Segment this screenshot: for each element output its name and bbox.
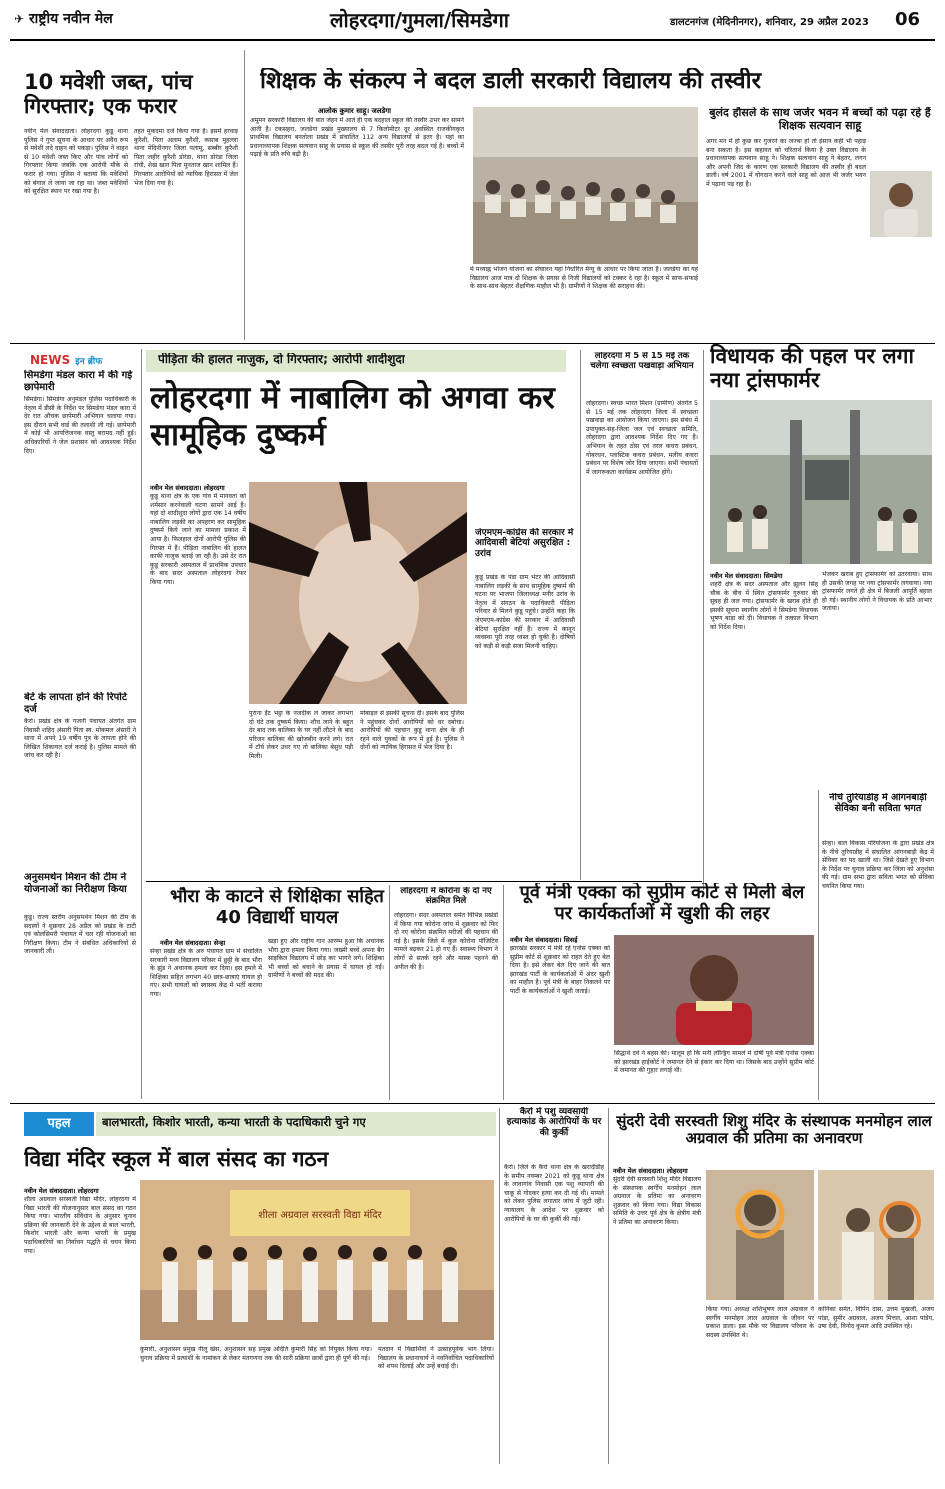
rape-case-kicker: पीड़िता की हालत नाजुक, दो गिरफ्तार; आरोपी शादीशुदा bbox=[158, 353, 405, 366]
divider bbox=[141, 349, 142, 1099]
rape-case-kicker-banner bbox=[146, 350, 566, 372]
statue-unveiling-photo-1 bbox=[706, 1170, 814, 1300]
divider bbox=[608, 1108, 609, 1464]
mla-headline: विधायक की पहल पर लगा नया ट्रांसफार्मर bbox=[710, 344, 914, 393]
corona-headline: लोहरदगा में कोरोना के दो नए संक्रमित मिले bbox=[400, 887, 492, 906]
ekka-body-2: सिद्धार्थ दवे ने बहस की। मालूम हो कि मनी लॉन्ड्रिंग मामले में दोषी पूर्व मंत्री एनोस एक्का को झारखंड हाईकोर्ट ने जमानत देने से इंकार कर दिया था। जिसके बाद उन्होंने सुप्रीम कोर्ट में जमानत की गुहार लगाई थी। bbox=[614, 1050, 814, 1075]
corona-body: लोहरदगा। सदर अस्पताल समेत विभिन्न प्रखंडों में किया गया कोरोना जांच में शुक्रवार को फिर दो नए कोरोना संक्रमित मरीजों की पहचान की गई है। इसके जिले में कुल कोरोना पॉजिटिव मामले बढ़कर 21 हो गए हैं। स्वास्थ्य विभाग ने लोगों से सतर्क रहने और मास्क पहनने की अपील की है। bbox=[394, 912, 498, 971]
rape-case-body-2: पुराना ईंट भट्ठा के नजदीक ले जाकर लगभग दो घंटे तक दुष्कर्म किया। शौच जाने के बहुत देर बाद तक बालिका के घर नहीं लौटने के बाद परिजन बालिका की खोजबीन करने लगे। रात में टॉर्च लेकर उधर गए तो बालिका बेसुध पड़ी मिली। bbox=[249, 710, 353, 760]
masthead-rule bbox=[10, 39, 935, 41]
brief-label: इन ब्रीफ bbox=[75, 357, 103, 367]
divider bbox=[703, 350, 704, 890]
section-rule bbox=[146, 881, 702, 882]
transformer-photo bbox=[710, 400, 932, 564]
bite-body-1: सेन्हा प्रखंड क्षेत्र के अरु पंचायत ग्राम में संचालित सरकारी मध्य विद्यालय परिसर में छुट्टी के बाद भौरा के झुंड ने अचानक हमला कर दिया। इस हमले में शिक्षिका सहित लगभग 40 छात्र-छात्राएं घायल हो गए। सभी घायलों को स्वास्थ्य केंद्र में भर्ती कराया गया। bbox=[150, 948, 262, 998]
section-title: लोहरदगा/गुमला/सिमडेगा bbox=[330, 8, 509, 32]
masthead bbox=[0, 0, 945, 40]
crime-illustration-photo bbox=[249, 482, 467, 704]
ekka-body-1: झारखंड सरकार में मंत्री रहे एनोस एक्का को सुप्रीम कोर्ट से शुक्रवार को राहत देते हुए बेल दिया है। इसे लेकर बेल दिए जाने की बात झारखंड पार्टी के कार्यकर्ताओं में अंदर खुशी का माहौल है। पूर्व मंत्री के बाहर निकलने पर पार्टी के कार्यकर्ताओं ने खुशी जताई। bbox=[510, 945, 610, 995]
bird-icon: ✈ bbox=[14, 12, 25, 26]
bite-body-2: खड़ा हुए और राष्ट्रीय गान आरम्भ हुआ कि अचानक भौरा द्वारा हमला किया गया। जख्मी बच्चे अपना बैग साइकिल विद्यालय में छोड़ कर भागने लगे। शिक्षिका भी बच्चों को बचाने के प्रयास में घायल हो गईं। ग्रामीणों ने बच्चों की मदद की। bbox=[268, 938, 384, 980]
school-headline: शिक्षक के संकल्प ने बदल डाली सरकारी विद्यालय की तस्वीर bbox=[260, 68, 762, 94]
divider bbox=[499, 1108, 500, 1464]
students-eating-photo bbox=[473, 107, 698, 264]
mla-body-1: शहरी क्षेत्र के सदर अस्पताल और झूलन सिंह चौक के बीच में स्थित ट्रांसफार्मर गुरुवार की सुबह ही जल गया। ट्रांसफार्मर के खराब होते ही इसकी सूचना स्थानीय लोगों ने सिमडेगा विधायक भूषण बाड़ा को दी। विधायक ने तत्काल विभाग को निर्देश दिया। bbox=[710, 581, 818, 631]
bite-headline: भौरा के काटने से शिक्षिका सहित 40 विद्यार्थी घायल bbox=[170, 887, 384, 928]
divider bbox=[818, 790, 819, 1100]
sundari-byline: नवीन मेल संवाददाता। लोहरदगा bbox=[613, 1167, 688, 1175]
brief-3-body: कुडू। राज्य स्तरीय अनुसमर्थन मिशन की टीम के सदस्यों ने शुक्रवार 28 अप्रैल को प्रखंड के टाटी एवं कोलसिमरी पंचायत में चल रही योजनाओं का निरीक्षण किया। टीम ने संबंधित अधिकारियों से जानकारी ली। bbox=[24, 914, 136, 956]
school-byline: आलोक कुमार साहू। जलडेगा bbox=[318, 107, 391, 115]
pahal-badge: पहल bbox=[24, 1112, 94, 1136]
jmm-headline: जेएमएम-कांग्रेस की सरकार में आदिवासी बेटियां असुरक्षित : उरांव bbox=[475, 528, 574, 559]
anganwadi-body: सेन्हा। बाल विकास परियोजना के द्वारा प्रखंड क्षेत्र के नीचे तुरियाडीह में संचालित आंगनबाड़ी केंद्र में सेविका का पद खाली था। जिसे देखते हुए विभाग के निर्देश पर चुनाव प्रक्रिया कर जिला को अनुशंसा की गई। ग्राम सभा द्वारा सविता भगत को सेविका चयनित किया गया। bbox=[822, 840, 934, 890]
ekka-byline: नवीन मेल संवाददाता। सिसई bbox=[510, 936, 578, 944]
divider bbox=[244, 50, 245, 340]
anganwadi-headline: नीचे तुरियाडीह में आंगनबाड़ी सेविका बनी सविता भगत bbox=[829, 793, 927, 814]
sundari-body-3: कोनिका समेत, विपिन दास, उत्तम मुखर्जी, अजय पांडा, सुमीर अग्रवाल, अजय मित्तल, आशा पांडेय, उषा देवी, विनोद कुमार आदि उपस्थित रहे। bbox=[818, 1306, 934, 1331]
school-body-continued: में मध्याह्न भोजन योजना का संचालन यहां निर्धारित मेन्यू के आधार पर किया जाता है। जलडेगा का यह विद्यालय आज मात्र दो शिक्षक के प्रयास से निजी विद्यालयों को टक्कर दे रहा है। स्कूल में साफ-सफाई के साथ-साथ बेहतर शैक्षणिक माहौल भी है। ग्रामीणों ने शिक्षक की सराहना की। bbox=[470, 266, 698, 291]
kurki-headline: कैरो में पशु व्यवसायी हत्याकांड के आरोपियों के घर की कुर्की bbox=[506, 1107, 602, 1138]
mla-body-2: भेजकर खराब हुए ट्रांसफार्मर को उतरवाया। साथ ही उसकी जगह पर नया ट्रांसफार्मर लगवाया। नया ट्रांसफार्मर लगते ही क्षेत्र में बिजली आपूर्ति बहाल हो गई। स्थानीय लोगों ने विधायक के प्रति आभार जताया। bbox=[822, 571, 932, 613]
bal-sansad-byline: नवीन मेल संवाददाता। लोहरदगा bbox=[24, 1187, 99, 1195]
divider bbox=[580, 350, 581, 880]
bal-sansad-kicker: बालभारती, किशोर भारती, कन्या भारती के पदाधिकारी चुने गए bbox=[102, 1116, 366, 1129]
bal-sansad-body-2: कुमारी, अनुशासन प्रमुख नीलू खेस, अनुशासन सह प्रमुख अदिति कुमारी सिंह को नियुक्त किया गया। चुनाव प्रक्रिया में प्रत्याशी के नामांकन से लेकर मतगणना तक की सारी प्रक्रिया छात्रों द्वारा ही पूर्ण की गई। bbox=[140, 1346, 372, 1362]
kurki-body: कैरो। जिले के कैरो थाना क्षेत्र के खरादीडीह के समीप नवम्बर 2021 को कुडू थाना क्षेत्र के लावागांव निवासी एक पशु व्यापारी की चाकू से गोदकर हत्या कर दी गई थी। मामले को लेकर पुलिस लगातार जांच में जुटी रही। न्यायालय के आदेश पर शुक्रवार को आरोपियों के घर की कुर्की की गई। bbox=[504, 1164, 604, 1223]
teacher-headline: बुलंद हौसले के साथ जर्जर भवन में बच्चों को पढ़ा रहे हैं शिक्षक सत्यवान साहू bbox=[709, 107, 931, 132]
brief-2-body: कैरो। प्रखंड क्षेत्र के गजनी पंचायत अंतर्गत ग्राम निवासी शहिद अंसारी पिता स्व. मोकमल अंसारी ने थाना में अपने 19 वर्षीय पुत्र के लापता होने की लिखित शिकायत दर्ज कराई है। पुलिस मामले की जांच कर रही है। bbox=[24, 718, 136, 760]
page-number: 06 bbox=[895, 9, 921, 30]
news-label: NEWS bbox=[30, 353, 71, 367]
bite-byline: नवीन मेल संवाददाता। सेन्हा bbox=[160, 939, 226, 947]
swachhata-body: लोहरदगा। स्वच्छ भारत मिशन (ग्रामीण) अंतर्गत 5 से 15 मई तक लोहरदगा जिला में स्वच्छता पखवाड़ा का आयोजन किया जाएगा। इस संबंध में उपायुक्त-सह-जिला जल एवं स्वच्छता समिति, लोहरदगा द्वारा आवश्यक निर्देश दिए गए हैं। अभियान के तहत ठोस एवं तरल कचरा प्रबंधन, गोबरधन, प्लास्टिक कचरा प्रबंधन, मलीय कचरा प्रबंधन पर विशेष जोर दिया जाएगा। सभी पंचायतों में जागरूकता कार्यक्रम आयोजित होंगे। bbox=[586, 400, 698, 476]
sundari-body-2: किया गया। अध्यक्ष शशिभूषण लाल अग्रवाल ने स्वर्गीय मनमोहन लाल अग्रवाल के जीवन पर प्रकाश डाला। इस मौके पर विद्यालय परिवार के सदस्य उपस्थित थे। bbox=[706, 1306, 814, 1339]
divider bbox=[503, 885, 504, 1100]
mla-byline: नवीन मेल संवाददाता। सिमडेगा bbox=[710, 572, 783, 580]
section-rule bbox=[10, 1103, 935, 1104]
rape-case-headline: लोहरदगा में नाबालिग को अगवा कर सामूहिक दुष्कर्म bbox=[150, 380, 555, 454]
cattle-body-1: नवीन मेल संवाददाता। लोहरदगा कुडू थाना पुलिस ने गुप्त सूचना के आधार पर अवैध रूप से मवेशी लदे वाहन को पकड़ा। पुलिस ने वाहन से 10 मवेशी जब्त किए और पांच लोगों को गिरफ्तार किया जबकि एक आरोपी मौके से फरार हो गया। पुलिस ने बताया कि मवेशियों को बंगाल ले जाया जा रहा था। जब्त मवेशियों को सुरक्षित स्थान पर रखा गया है। bbox=[24, 128, 128, 196]
dateline: डालटनगंज (मेदिनीनगर), शनिवार, 29 अप्रैल 2023 bbox=[670, 17, 869, 28]
cattle-headline: 10 मवेशी जब्त, पांच गिरफ्तार; एक फरार bbox=[24, 70, 193, 119]
sundari-headline: सुंदरी देवी सरस्वती शिशु मंदिर के संस्थापक मनमोहन लाल अग्रवाल की प्रतिमा का अनावरण bbox=[616, 1113, 932, 1148]
rape-case-body-1: कुडू थाना क्षेत्र के एक गांव में मानवता को शर्मसार करनेवाली घटना सामने आई है। यहां दो शादीशुदा लोगों द्वारा एक 14 वर्षीय नाबालिग लड़की का अपहरण कर सामूहिक दुष्कर्म किये जाने का मामला प्रकाश में आया है। फिलहाल दोनों आरोपी पुलिस की गिरफ्त में हैं। पीड़िता नाबालिग की हालत काफी नाजुक बताई जा रही है। उसे देर रात कुडू सरकारी अस्पताल में प्राथमिक उपचार के बाद सदर अस्पताल लोहरदगा रेफर किया गया। bbox=[150, 493, 246, 586]
statue-unveiling-photo-2 bbox=[818, 1170, 934, 1300]
school-banner-text: शीला अग्रवाल सरस्वती विद्या मंदिर bbox=[258, 1210, 382, 1221]
divider bbox=[389, 885, 390, 1100]
print-registration-bar bbox=[0, 1466, 945, 1486]
cattle-body-2: तहत मुकदमा दर्ज किया गया है। इसमें हरवाड़ कुरैशी, पिता अलाम कुरैशी, कसाब मुहल्ला थाना मेदिनीनगर जिला पलामू, सब्बीर कुरैशी पिता जहीर कुरैशी डोरंडा, थाना डोरंडा जिला रांची, शेख खान पिता मुनताज खान शामिल हैं। गिरफ्तार आरोपियों को न्यायिक हिरासत में जेल भेज दिया गया है। bbox=[134, 128, 238, 187]
bal-sansad-body-3: मतदान में विद्यार्थियों ने उत्साहपूर्वक भाग लिया। विद्यालय के प्रधानाचार्य ने नवनिर्वाचित पदाधिकारियों को शपथ दिलाई और उन्हें बधाई दी। bbox=[378, 1346, 494, 1371]
teacher-portrait-photo bbox=[870, 171, 932, 237]
sundari-body-1: सुंदरी देवी सरस्वती शिशु मंदिर विद्यालय के संस्थापक स्वर्गीय मनमोहन लाल अग्रवाल के प्रतिमा का अनावरण शुक्रवार को किया गया। विद्या विकास समिति के उत्तर पूर्व क्षेत्र के क्षेत्रीय मंत्री ने प्रतिमा का अनावरण किया। bbox=[613, 1176, 701, 1226]
rape-case-body-3: मोबाइल से इसकी सूचना दी। इसके बाद पुलिस ने पहुंचकर दोनों आरोपियों को धर दबोचा। आरोपियों की पहचान कुडू थाना क्षेत्र के ही रहने वाले युवकों के रूप में हुई है। पुलिस ने दोनों को न्यायिक हिरासत में भेज दिया है। bbox=[360, 710, 464, 752]
enos-ekka-photo bbox=[614, 935, 814, 1045]
brief-1-headline: सिमडेगा मंडल कारा में की गई छापेमारी bbox=[24, 370, 133, 393]
masthead-logo: ✈ राष्ट्रीय नवीन मेल bbox=[14, 11, 113, 27]
teacher-body: अगर मन में हो कुछ कर गुजरने का जज्बा हो तो इंसान कहीं भी पहाड़ बना सकता है। इस कहावत को चरितार्थ किया है उक्त विद्यालय के प्रधानाध्यापक सत्यवान साहू ने। शिक्षक सत्यवान साहू ने बेहतर, लगन और अपनी जिद के कारण एक सरकारी विद्यालय की तस्वीर ही बदल डाली। वर्ष 2001 में योगदान करने वाले साहू को आज भी जर्जर भवन में पढ़ाना पड़ रहा है। bbox=[706, 138, 866, 188]
bal-sansad-kicker-banner bbox=[96, 1112, 496, 1136]
students-assembly-photo bbox=[140, 1180, 494, 1340]
bal-sansad-headline: विद्या मंदिर स्कूल में बाल संसद का गठन bbox=[24, 1147, 329, 1171]
swachhata-headline: लोहरदगा में 5 से 15 मई तक चलेगा स्वच्छता पखवाड़ा अभियान bbox=[590, 352, 694, 371]
ekka-headline: पूर्व मंत्री एक्का को सुप्रीम कोर्ट से मिली बेल पर कार्यकर्ताओं में खुशी की लहर bbox=[519, 883, 805, 924]
brief-3-headline: अनुसमर्थन मिशन की टीम ने योजनाओं का निरीक्षण किया bbox=[24, 872, 127, 895]
jmm-body: कुडू प्रखंड के पंडा ग्राम भेटर की आदिवासी नाबालिग लड़की के साथ सामूहिक दुष्कर्म की घटना पर भाजपा जिलाध्यक्ष मनीर उरांव के नेतृत्व में संगठन के पदाधिकारी पीड़िता परिवार से मिलने कुडू पहुंचे। उन्होंने कहा कि जेएमएम-कांग्रेस की सरकार में आदिवासी बेटियां सुरक्षित नहीं हैं। राज्य में कानून व्यवस्था पूरी तरह ध्वस्त हो चुकी है। दोषियों को कड़ी से कड़ी सजा मिलनी चाहिए। bbox=[475, 574, 575, 650]
brief-2-headline: बेटे के लापता होने की रिपोर्ट दर्ज bbox=[24, 692, 127, 715]
rape-case-byline: नवीन मेल संवाददाता। लोहरदगा bbox=[150, 484, 225, 492]
news-in-brief-label bbox=[30, 349, 130, 365]
school-body: अमूमन सरकारी विद्यालय की बात जेहन में आते ही एक बदहाल स्कूल की तस्वीर उभर कर सामने आती है। टकसहरा, जलडेगा प्रखंड मुख्यालय से 7 किलोमीटर दूर अवस्थित राजकीयकृत प्राथमिक विद्यालय बनतोला प्रखंड में संचालित 112 अन्य विद्यालयों से इतर है। यहां का प्रधानाध्यापक शिक्षक सत्यवान साहू के प्रयास से स्कूल की तस्वीर पूरी तरह बदल गई है। बच्चों में पढ़ाई के प्रति रुचि बढ़ी है। bbox=[250, 117, 464, 159]
bal-sansad-body-1: शीला अग्रवाल सरस्वती विद्या मंदिर, लोहरदगा में विद्या भारती की योजनानुसार बाल संसद का गठन किया गया। भारतीय संविधान के अनुसार चुनाव प्रक्रिया की जानकारी देने के उद्देश्य से बाल भारती, किशोर भारती और कन्या भारती के प्रमुख पदाधिकारियों का निर्वाचन पद्धति से चयन किया गया। bbox=[24, 1196, 136, 1255]
brief-1-body: सिमडेगा। सिमडेगा अनुमंडल पुलिस पदाधिकारी के नेतृत्व में डीसी के निर्देश पर सिमडेगा मंडल कारा में देर रात औचक छापेमारी अभियान चलाया गया। इस दौरान सभी वार्ड की तलाशी ली गई। छापेमारी में कोई भी आपत्तिजनक वस्तु बरामद नहीं हुई। अधिकारियों ने जेल प्रशासन को आवश्यक निर्देश दिए। bbox=[24, 396, 136, 455]
